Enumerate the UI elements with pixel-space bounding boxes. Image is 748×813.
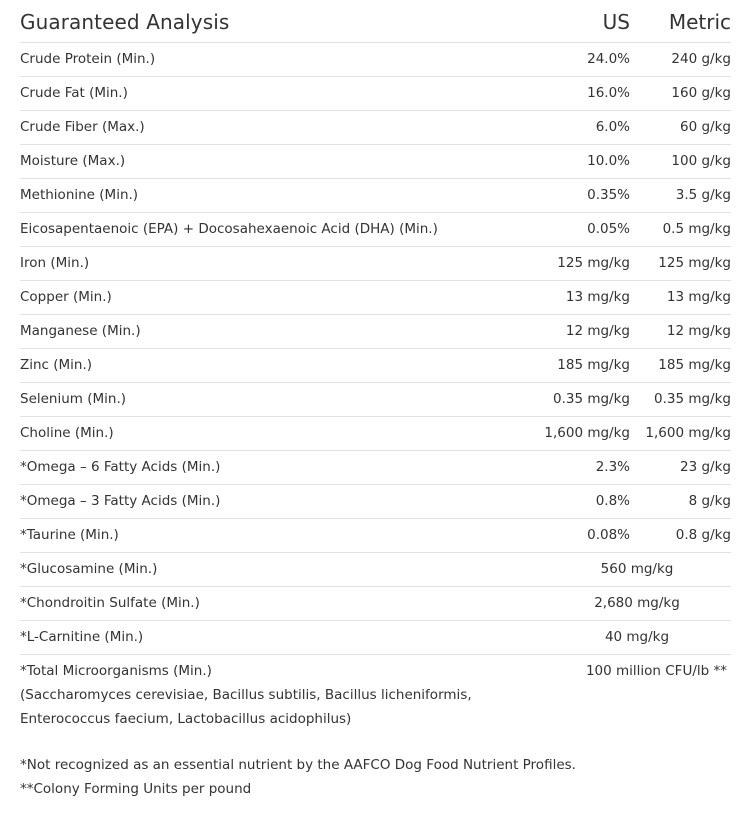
metric-value: 125 mg/kg	[658, 255, 731, 271]
us-value: 10.0%	[587, 153, 630, 169]
nutrient-name: Crude Fat (Min.)	[20, 85, 128, 101]
nutrient-name: Zinc (Min.)	[20, 357, 93, 373]
metric-value: 3.5 g/kg	[675, 187, 731, 203]
microorganisms-detail-line: (Saccharomyces cerevisiae, Bacillus subtilis, Bacillus licheniformis,	[20, 687, 472, 703]
us-value: 0.8%	[595, 493, 630, 509]
us-value: 185 mg/kg	[557, 357, 630, 373]
nutrient-name: Iron (Min.)	[20, 255, 90, 271]
us-value: 0.35%	[587, 187, 630, 203]
column-header-us: US	[602, 10, 630, 34]
table-row	[20, 383, 731, 417]
table-row	[20, 417, 731, 451]
metric-value: 12 mg/kg	[666, 323, 731, 339]
nutrient-name: Copper (Min.)	[20, 289, 112, 305]
footnote-asterisk: *Not recognized as an essential nutrient by the AAFCO Dog Food Nutrient Profiles.	[20, 757, 576, 773]
table-row	[20, 485, 731, 519]
nutrient-name: *Omega – 6 Fatty Acids (Min.)	[20, 459, 221, 475]
metric-value: 8 g/kg	[688, 493, 731, 509]
nutrient-name: Choline (Min.)	[20, 425, 114, 441]
microorganisms-row	[20, 659, 731, 731]
table-row	[20, 247, 731, 281]
nutrient-name: Moisture (Max.)	[20, 153, 126, 169]
nutrient-name: Selenium (Min.)	[20, 391, 127, 407]
table-row	[20, 281, 731, 315]
nutrient-name: Methionine (Min.)	[20, 187, 139, 203]
metric-value: 100 g/kg	[671, 153, 731, 169]
us-value: 0.05%	[587, 221, 630, 237]
metric-value: 13 mg/kg	[666, 289, 731, 305]
metric-value: 160 g/kg	[671, 85, 731, 101]
table-row	[20, 179, 731, 213]
combined-value: 2,680 mg/kg	[594, 595, 680, 611]
table-row	[20, 587, 731, 621]
metric-value: 60 g/kg	[680, 119, 731, 135]
table-row	[20, 621, 731, 655]
nutrient-name: Crude Fiber (Max.)	[20, 119, 145, 135]
us-value: 1,600 mg/kg	[544, 425, 630, 441]
combined-value: 100 million CFU/lb **	[585, 663, 727, 679]
table-row	[20, 145, 731, 179]
nutrient-name: *Total Microorganisms (Min.)	[20, 663, 212, 679]
us-value: 16.0%	[587, 85, 630, 101]
metric-value: 23 g/kg	[680, 459, 731, 475]
metric-value: 0.8 g/kg	[675, 527, 731, 543]
combined-value: 40 mg/kg	[604, 629, 670, 645]
nutrient-name: Eicosapentaenoic (EPA) + Docosahexaenoic Acid (DHA) (Min.)	[20, 221, 438, 237]
table-row	[20, 349, 731, 383]
metric-value: 240 g/kg	[671, 51, 731, 67]
table-row	[20, 315, 731, 349]
us-value: 0.35 mg/kg	[552, 391, 630, 407]
us-value: 24.0%	[587, 51, 630, 67]
nutrient-name: *Glucosamine (Min.)	[20, 561, 158, 577]
us-value: 12 mg/kg	[565, 323, 630, 339]
us-value: 125 mg/kg	[557, 255, 630, 271]
table-row	[20, 43, 731, 77]
table-row	[20, 111, 731, 145]
us-value: 2.3%	[595, 459, 630, 475]
microorganisms-detail-line: Enterococcus faecium, Lactobacillus acidophilus)	[20, 711, 352, 727]
combined-value: 560 mg/kg	[600, 561, 674, 577]
metric-value: 1,600 mg/kg	[645, 425, 731, 441]
us-value: 0.08%	[587, 527, 630, 543]
nutrient-name: Crude Protein (Min.)	[20, 51, 156, 67]
column-header-metric: Metric	[668, 10, 731, 34]
table-header	[20, 0, 731, 43]
footnote-double-asterisk: **Colony Forming Units per pound	[20, 781, 252, 797]
analysis-table	[20, 43, 731, 655]
table-row	[20, 213, 731, 247]
nutrient-name: *Omega – 3 Fatty Acids (Min.)	[20, 493, 221, 509]
nutrient-name: *Chondroitin Sulfate (Min.)	[20, 595, 200, 611]
metric-value: 185 mg/kg	[658, 357, 731, 373]
table-row	[20, 77, 731, 111]
footnotes	[20, 753, 731, 801]
table-row	[20, 519, 731, 553]
metric-value: 0.35 mg/kg	[653, 391, 731, 407]
us-value: 13 mg/kg	[565, 289, 630, 305]
nutrient-name: *L-Carnitine (Min.)	[20, 629, 144, 645]
table-row	[20, 451, 731, 485]
metric-value: 0.5 mg/kg	[662, 221, 731, 237]
table-row	[20, 553, 731, 587]
nutrient-name: *Taurine (Min.)	[20, 527, 119, 543]
us-value: 6.0%	[595, 119, 630, 135]
section-title: Guaranteed Analysis	[20, 10, 230, 34]
nutrient-name: Manganese (Min.)	[20, 323, 141, 339]
